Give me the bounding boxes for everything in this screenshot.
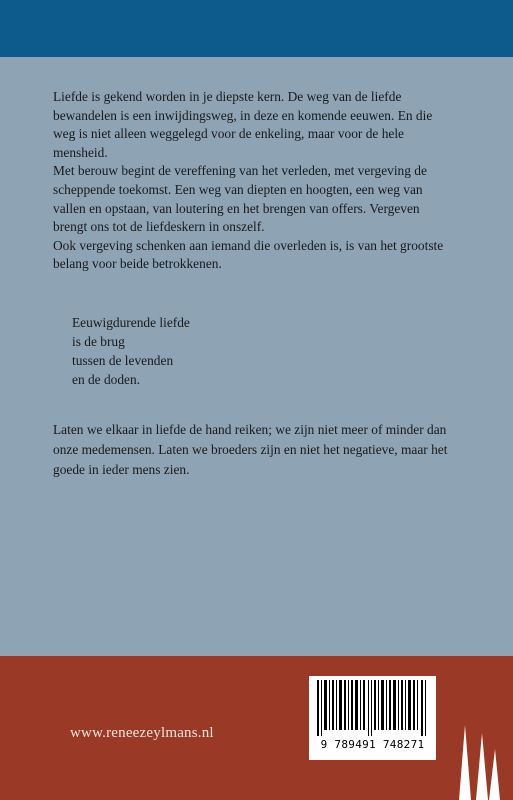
website-url[interactable]: www.reneezeylmans.nl: [70, 725, 214, 741]
publisher-logo-icon: [449, 719, 501, 800]
poem: [72, 313, 190, 389]
blurb-text: [53, 88, 453, 274]
poem-line: tussen de levenden: [72, 353, 174, 368]
poem-line: is de brug: [72, 334, 125, 349]
top-color-band: [0, 0, 513, 57]
isbn-number: 9 789491 748271: [320, 738, 425, 751]
closing-paragraph: Laten we elkaar in liefde de hand reiken; we zijn niet meer of minder dan onze medemensen. Laten we broeders zijn en niet het negatieve, maar het goede in ieder mens zien.: [53, 422, 448, 478]
poem-line: Eeuwigdurende liefde: [72, 315, 190, 330]
blurb-paragraph-2: Met berouw begint de vereffening van het verleden, met vergeving de scheppende toekomst. Een weg van diepten en hoogten, een weg van vallen en opstaan, van loutering en het brengen van offers. Vergeven brengt ons tot de liefdeskern in onszelf.: [53, 163, 427, 235]
barcode: [309, 676, 436, 760]
poem-line: en de doden.: [72, 372, 141, 387]
barcode-bars: [313, 680, 432, 736]
blurb-paragraph-3: Ook vergeving schenken aan iemand die overleden is, is van het grootste belang voor beide betrokkenen.: [53, 237, 444, 272]
blurb-paragraph-1: Liefde is gekend worden in je diepste kern. De weg van de liefde bewandelen is een inwijdingsweg, in deze en komende eeuwen. En die weg is niet alleen weggelegd voor de enkeling, maar voor de hele mensheid.: [53, 89, 433, 160]
